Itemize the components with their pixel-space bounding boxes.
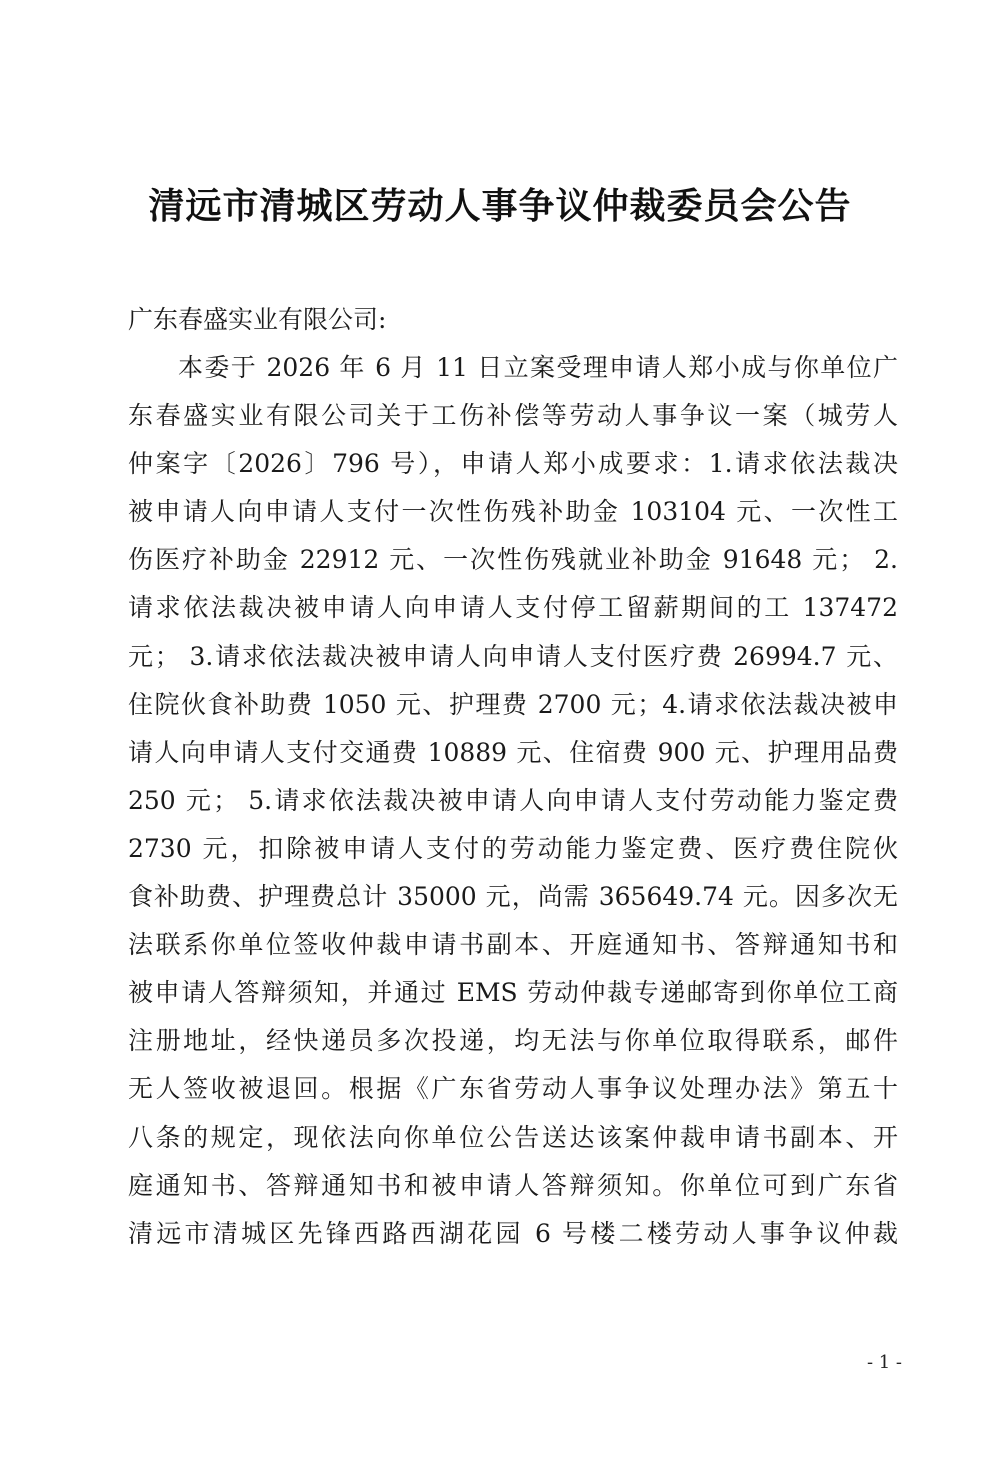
body-line: 仲案字〔2026〕796 号），申请人郑小成要求：1.请求依法裁决 [128, 449, 898, 479]
body-line: 注册地址，经快递员多次投递，均无法与你单位取得联系，邮件 [128, 1026, 898, 1056]
body-line: 庭通知书、答辩通知书和被申请人答辩须知。你单位可到广东省 [128, 1170, 898, 1200]
body-line: 本委于 2026 年 6 月 11 日立案受理申请人郑小成与你单位广 [178, 353, 898, 382]
body-line: 食补助费、护理费总计 35000 元，尚需 365649.74 元。因多次无 [128, 882, 898, 912]
body-line: 八条的规定，现依法向你单位公告送达该案仲裁申请书副本、开 [128, 1122, 898, 1152]
page-number: - 1 - [866, 1352, 902, 1373]
body-line: 请人向申请人支付交通费 10889 元、住宿费 900 元、护理用品费 [128, 737, 898, 767]
body-line: 清远市清城区先锋西路西湖花园 6 号楼二楼劳动人事争议仲裁 [128, 1218, 898, 1248]
body-line: 元； 3.请求依法裁决被申请人向申请人支付医疗费 26994.7 元、 [128, 641, 898, 671]
addressee: 广东春盛实业有限公司: [128, 305, 387, 334]
document-title: 清远市清城区劳动人事争议仲裁委员会公告 [148, 185, 852, 227]
body-line: 被申请人向申请人支付一次性伤残补助金 103104 元、一次性工 [128, 497, 898, 527]
body-line: 法联系你单位签收仲裁申请书副本、开庭通知书、答辩通知书和 [128, 930, 898, 960]
body-line: 东春盛实业有限公司关于工伤补偿等劳动人事争议一案（城劳人 [128, 401, 898, 431]
body-line: 250 元； 5.请求依法裁决被申请人向申请人支付劳动能力鉴定费 [128, 785, 898, 815]
body-line: 住院伙食补助费 1050 元、护理费 2700 元；4.请求依法裁决被申 [128, 689, 898, 719]
body-line: 请求依法裁决被申请人向申请人支付停工留薪期间的工 137472 [128, 593, 898, 623]
body-line: 无人签收被退回。根据《广东省劳动人事争议处理办法》第五十 [128, 1074, 898, 1104]
body-line: 2730 元，扣除被申请人支付的劳动能力鉴定费、医疗费住院伙 [128, 833, 898, 863]
body-line: 被申请人答辩须知，并通过 EMS 劳动仲裁专递邮寄到你单位工商 [128, 978, 898, 1008]
body-text [128, 344, 898, 1258]
body-line: 伤医疗补助金 22912 元、一次性伤残就业补助金 91648 元； 2. [128, 545, 898, 575]
